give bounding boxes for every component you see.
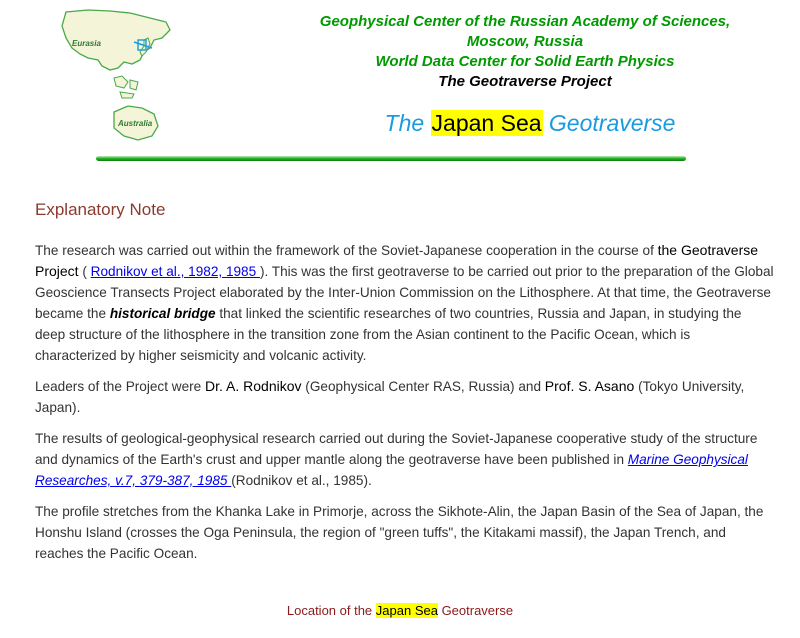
marine-geophysical-researches-link[interactable]: Marine Geophysical Researches, v.7, 379-387, 1985 (35, 452, 748, 488)
paragraph-4 (35, 501, 775, 564)
p4-text-1: The profile stretches from the Khanka Lake in Primorje, across the Sikhote-Alin, the Japan Basin of the Sea of Japan, the Honshu Island (crosses the Oga Peninsula, the region of "green tuffs", the Kitakami massif), the Japan Trench, and reaches the Pacific Ocean. (35, 504, 764, 561)
explanatory-note-body (35, 240, 775, 574)
p1-text-4: that linked the scientific researches of two countries, Russia and Japan, in studying the deep structure of the lithosphere in the transition zone from the Asian continent to the Pacific Ocean, which is characterized by higher seismicity and volcanic activity. (35, 306, 742, 363)
caption-suffix: Geotraverse (437, 603, 514, 618)
caption-prefix: Location of the (286, 603, 376, 618)
org-line-1: Geophysical Center of the Russian Academy of Sciences, (319, 13, 731, 30)
map-label-eurasia: Eurasia (72, 39, 101, 48)
org-line-2: Moscow, Russia (466, 33, 584, 50)
map-caption (0, 603, 800, 618)
title-suffix: Geotraverse (542, 110, 676, 136)
paragraph-1 (35, 240, 775, 366)
sea-islands (114, 76, 138, 98)
p1-text-3: ). This was the first geotraverse to be carried out prior to the preparation of the Global Geoscience Transects Project elaborated by the Inter-Union Commission on the Lithosphere. At that time, the Geotraverse became the (35, 264, 774, 321)
leader-rodnikov: Dr. A. Rodnikov (205, 378, 302, 394)
org-line-3: World Data Center for Solid Earth Physics (375, 53, 675, 70)
p1-text-1: The research was carried out within the framework of the Soviet-Japanese cooperation in the course of (35, 243, 658, 258)
p1-text-2: ( (78, 264, 91, 279)
caption-highlight: Japan Sea (375, 603, 438, 618)
section-title: Explanatory Note (35, 200, 166, 219)
project-name: The Geotraverse Project (438, 73, 612, 90)
p2-text-1: Leaders of the Project were (35, 379, 206, 394)
paragraph-2 (35, 376, 775, 418)
page-title (300, 110, 760, 137)
leader-asano: Prof. S. Asano (544, 378, 635, 394)
organization-header (260, 12, 790, 92)
green-divider (96, 156, 686, 161)
paragraph-3 (35, 428, 775, 491)
p3-text-2: (Rodnikov et al., 1985). (231, 473, 372, 488)
asia-pacific-map (58, 8, 178, 148)
title-prefix: The (384, 110, 431, 136)
geotraverse-project-term: the Geotraverse Project (35, 242, 759, 279)
p3-text-1: The results of geological-geophysical research carried out during the Soviet-Japanese cooperative study of the structure and dynamics of the Earth's crust and upper mantle along the geotraverse have been published in (35, 431, 758, 467)
rodnikov-reference-link[interactable]: Rodnikov et al., 1982, 1985 (90, 264, 260, 279)
historical-bridge-term: historical bridge (109, 306, 216, 321)
p2-text-2: (Geophysical Center RAS, Russia) and (301, 379, 545, 394)
p2-text-3: (Tokyo University, Japan). (35, 379, 745, 415)
map-label-australia: Australia (118, 119, 153, 128)
title-highlight: Japan Sea (431, 110, 542, 136)
